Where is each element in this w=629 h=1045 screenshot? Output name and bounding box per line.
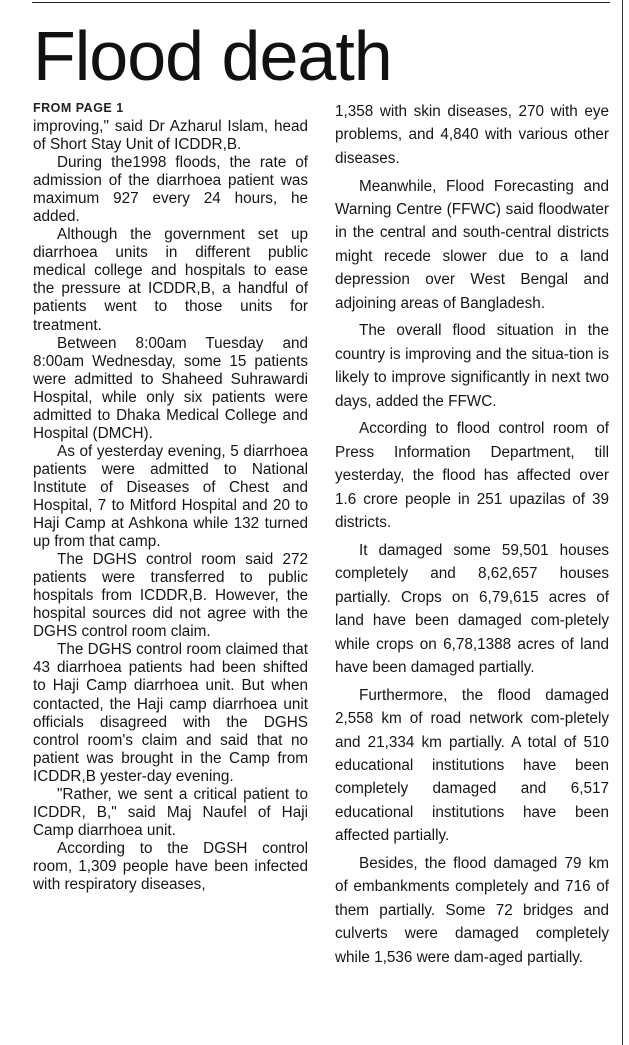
paragraph: Furthermore, the flood damaged 2,558 km of road network com-pletely and 21,334 km partially. A total of 510 educational institutions have been completely damaged and 6,517 educational institutions have been affected partially. xyxy=(335,686,609,845)
paragraph: improving," said Dr Azharul Islam, head of Short Stay Unit of ICDDR,B. xyxy=(33,118,308,154)
paragraph: "Rather, we sent a critical patient to ICDDR, B," said Maj Naufel of Haji Camp diarrhoea unit. xyxy=(33,785,308,839)
paragraph: As of yesterday evening, 5 diarrhoea patients were admitted to National Institute of Diseases of Chest and Hospital, 7 to Mitford Hospital and 20 to Haji Camp at Ashkona while 132 turned up from that camp. xyxy=(33,442,308,551)
paragraph: Although the government set up diarrhoea units in different public medical college and hospitals to ease the pressure at ICDDR,B, a handful of patients went to those units for treatment. xyxy=(33,226,308,334)
paragraph: Between 8:00am Tuesday and 8:00am Wednesday, some 15 patients were admitted to Shaheed Suhrawardi Hospital, while only six patients were admitted to Dhaka Medical College and Hospital (DMCH). xyxy=(33,334,308,442)
paragraph: Meanwhile, Flood Forecasting and Warning Centre (FFWC) said floodwater in the central and south-central districts might recede slower due to a land depression over West Bengal and adjoining areas of Bangladesh. xyxy=(335,177,609,312)
paragraph: 1,358 with skin diseases, 270 with eye problems, and 4,840 with various other diseases. xyxy=(335,103,609,167)
paragraph: According to the DGSH control room, 1,309 people have been infected with respiratory diseases, xyxy=(33,839,308,893)
paragraph: According to flood control room of Press Information Department, till yesterday, the flood has affected over 1.6 crore people in 251 upazilas of 39 districts. xyxy=(335,420,609,532)
paragraph: Besides, the flood damaged 79 km of embankments completely and 716 of them partially. Some 72 bridges and culverts were damaged completely while 1,536 were dam-aged partially. xyxy=(335,854,609,966)
kicker: FROM PAGE 1 xyxy=(33,101,124,115)
headline: Flood death xyxy=(33,17,392,95)
column-rule xyxy=(622,0,623,1045)
article-column-left xyxy=(33,100,308,894)
paragraph: The DGHS control room said 272 patients were transferred to public hospitals from ICDDR,B. However, the hospital sources did not agree with the DGHS control room claim. xyxy=(33,551,308,641)
paragraph: The overall flood situation in the country is improving and the situa-tion is likely to improve significantly in next two days, added the FFWC. xyxy=(335,322,609,410)
paragraph: It damaged some 59,501 houses completely and 8,62,657 houses partially. Crops on 6,79,615 acres of land have been damaged com-pletely while crops on 6,78,1388 acres of land have been damaged partially. xyxy=(335,541,609,676)
paragraph: The DGHS control room claimed that 43 diarrhoea patients had been shifted to Haji Camp diarrhoea unit. But when contacted, the Haji camp diarrhoea unit officials disagreed with the DGHS control room's claim and said that no patient was brought in the Camp from ICDDR,B yester-day evening. xyxy=(33,641,308,785)
top-rule xyxy=(32,2,610,3)
paragraph: During the1998 floods, the rate of admission of the diarrhoea patient was maximum 927 every 24 hours, he added. xyxy=(33,154,308,226)
article-column-right xyxy=(335,100,609,973)
